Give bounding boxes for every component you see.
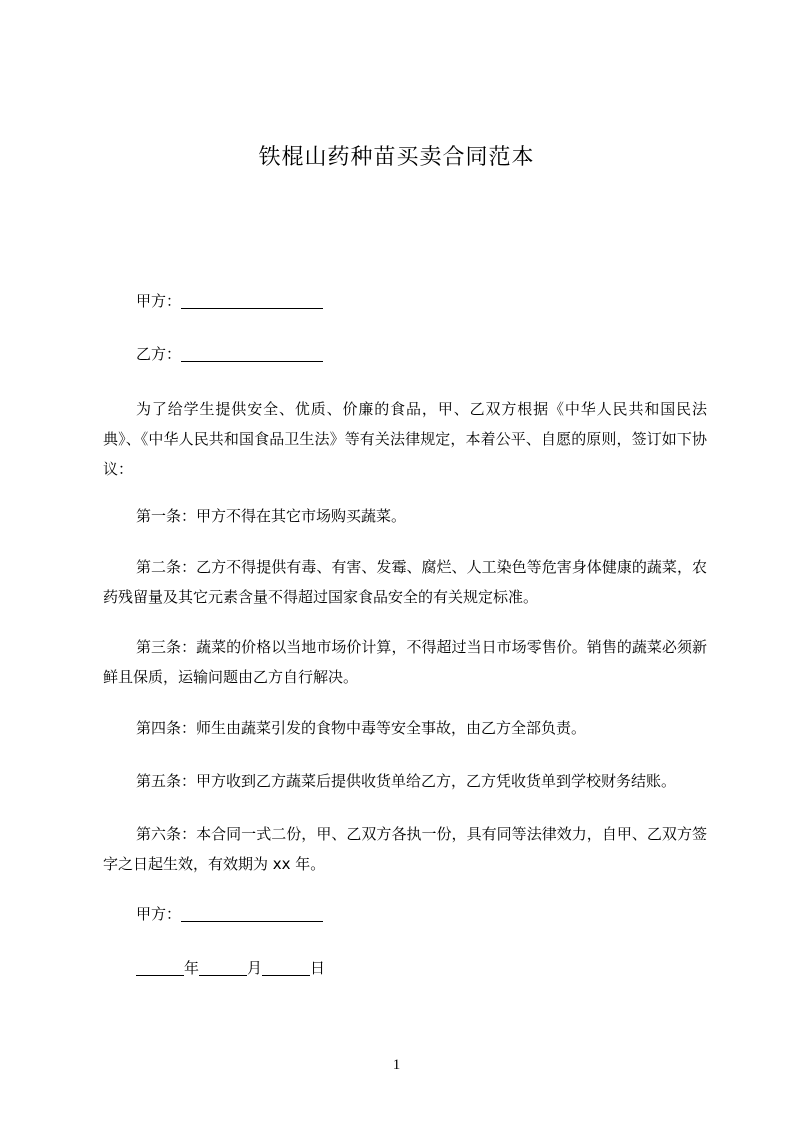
signature-blank [181, 907, 323, 922]
article-6: 第六条：本合同一式二份，甲、乙双方各执一份，具有同等法律效力，自甲、乙双方签字之日起生效，有效期为 xx 年。 [103, 825, 707, 873]
article-3: 第三条：蔬菜的价格以当地市场价计算，不得超过当日市场零售价。销售的蔬菜必须新鲜且保质，运输问题由乙方自行解决。 [103, 638, 707, 686]
party-b-blank [181, 347, 323, 362]
signature-line [136, 904, 323, 924]
party-a-line [136, 291, 323, 311]
signature-label: 甲方： [136, 905, 182, 923]
party-b-line [136, 344, 323, 364]
article-4: 第四条：师生由蔬菜引发的食物中毒等安全事故，由乙方全部负责。 [136, 719, 587, 737]
intro-paragraph: 为了给学生提供安全、优质、价廉的食品，甲、乙双方根据《中华人民共和国民法典》、《中华人民共和国食品卫生法》等有关法律规定，本着公平、自愿的原则，签订如下协议： [103, 400, 707, 478]
day-blank [262, 961, 310, 976]
party-a-label: 甲方： [136, 292, 182, 310]
article-2: 第二条：乙方不得提供有毒、有害、发霉、腐烂、人工染色等危害身体健康的蔬菜，农药残留量及其它元素含量不得超过国家食品安全的有关规定标准。 [103, 558, 707, 606]
month-label: 月 [247, 959, 263, 977]
party-a-blank [181, 294, 323, 309]
article-1: 第一条：甲方不得在其它市场购买蔬菜。 [136, 507, 407, 525]
year-blank [136, 961, 184, 976]
day-label: 日 [310, 959, 326, 977]
year-label: 年 [184, 959, 200, 977]
document-title: 铁棍山药种苗买卖合同范本 [258, 145, 535, 170]
page-number: 1 [392, 1057, 401, 1073]
month-blank [199, 961, 247, 976]
party-b-label: 乙方： [136, 345, 182, 363]
article-5: 第五条：甲方收到乙方蔬菜后提供收货单给乙方，乙方凭收货单到学校财务结账。 [136, 772, 677, 790]
date-line [136, 958, 325, 978]
